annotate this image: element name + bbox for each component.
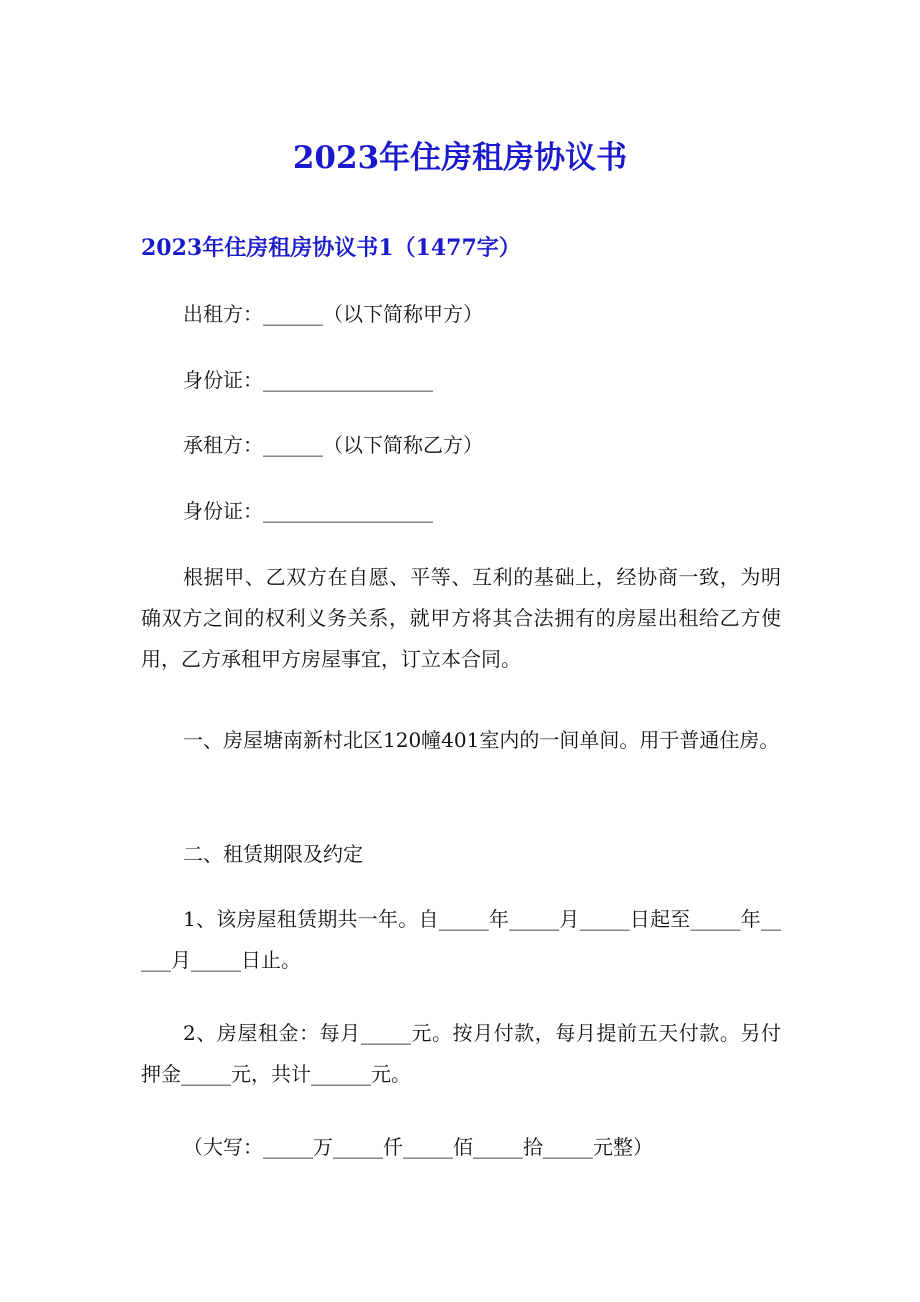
clause-2-heading: 二、租赁期限及约定	[183, 842, 363, 866]
lease-term-paragraph: 1、该房屋租赁期共一年。自_____年_____月_____日起至_____年_____月_____日止。	[141, 907, 781, 972]
preamble-paragraph: 根据甲、乙双方在自愿、平等、互利的基础上，经协商一致，为明确双方之间的权利义务关系，就甲方将其合法拥有的房屋出租给乙方使用，乙方承租甲方房屋事宜，订立本合同。	[141, 565, 781, 671]
lessor-line: 出租方：______（以下简称甲方）	[183, 302, 483, 326]
lessee-line: 承租方：______（以下简称乙方）	[183, 433, 483, 457]
lessor-id-line: 身份证：_________________	[183, 368, 433, 392]
document-title: 2023年住房租房协议书	[292, 140, 628, 176]
rent-paragraph: 2、房屋租金：每月_____元。按月付款，每月提前五天付款。另付押金_____元，共计______元。	[141, 1021, 781, 1086]
section-heading: 2023年住房租房协议书1（1477字）	[141, 235, 521, 261]
amount-in-words-line: （大写：_____万_____仟_____佰_____拾_____元整）	[183, 1135, 653, 1159]
lessee-id-line: 身份证：_________________	[183, 499, 433, 523]
clause-1-paragraph: 一、房屋塘南新村北区120幢401室内的一间单间。用于普通住房。	[183, 728, 780, 752]
